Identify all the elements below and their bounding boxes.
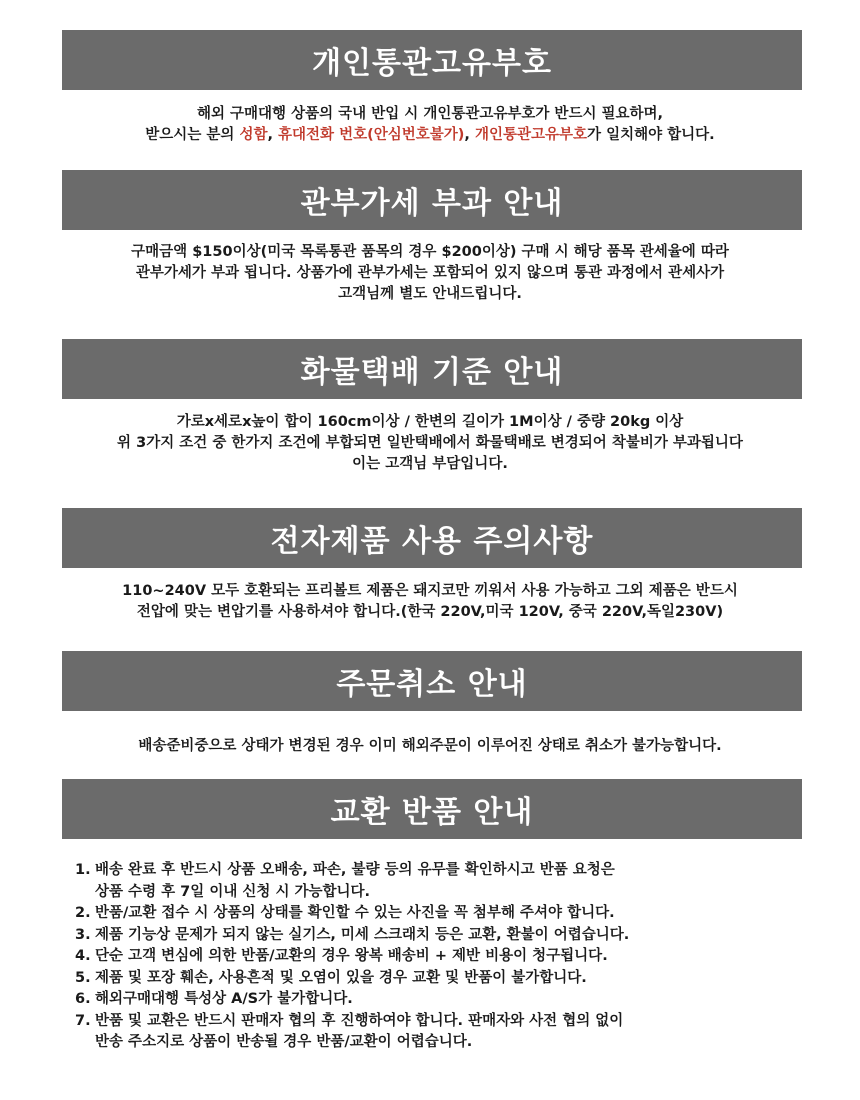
list-line: 반품 및 교환은 반드시 판매자 협의 후 진행하여야 합니다. 판매자와 사전 협의 없이 (95, 1012, 624, 1029)
section-title-exchange-return: 교환 반품 안내 (62, 779, 802, 839)
list-line: 배송 완료 후 반드시 상품 오배송, 파손, 불량 등의 유무를 확인하시고 반품 요청은 (95, 862, 615, 878)
highlight-name: 성함 (239, 127, 268, 143)
list-number: 6. (75, 991, 91, 1007)
highlight-phone: 휴대전화 번호(안심번호불가) (278, 127, 465, 143)
section-title-freight: 화물택배 기준 안내 (62, 339, 802, 399)
list-item (75, 860, 795, 903)
section-body-customs-code (40, 104, 820, 146)
list-number: 4. (75, 948, 91, 964)
list-item (75, 968, 795, 990)
body-line: 전압에 맞는 변압기를 사용하셔야 합니다.(한국 220V,미국 120V, 중국 220V,독일230V) (136, 604, 724, 620)
list-line: 단순 고객 변심에 의한 반품/교환의 경우 왕복 배송비 + 제반 비용이 청구됩니다. (95, 948, 608, 964)
list-number: 5. (75, 969, 91, 986)
section-body-electronics (40, 581, 820, 623)
list-line: 상품 수령 후 7일 이내 신청 시 가능합니다. (95, 883, 371, 900)
list-item (75, 1011, 795, 1054)
list-line: 제품 기능상 문제가 되지 않는 실기스, 미세 스크래치 등은 교환, 환불이 어렵습니다. (95, 926, 630, 943)
section-title-customs-duty: 관부가세 부과 안내 (62, 170, 802, 230)
section-title-electronics: 전자제품 사용 주의사항 (62, 508, 802, 568)
body-line: 가로x세로x높이 합이 160cm이상 / 한변의 길이가 1M이상 / 중량 20kg 이상 (176, 414, 684, 430)
text-fragment: , (267, 127, 279, 143)
text-fragment: 받으시는 분의 (145, 127, 240, 143)
list-item (75, 989, 795, 1011)
body-line: 110~240V 모두 호환되는 프리볼트 제품은 돼지코만 끼워서 사용 가능하고 그외 제품은 반드시 (122, 583, 738, 599)
highlight-customs-code: 개인통관고유부호 (474, 127, 588, 143)
body-line: 구매금액 $150이상(미국 목록통관 품목의 경우 $200이상) 구매 시 해당 품목 관세율에 따라 (131, 244, 729, 260)
list-line: 반품/교환 접수 시 상품의 상태를 확인할 수 있는 사진을 꼭 첨부해 주셔야 합니다. (95, 905, 615, 921)
list-line: 제품 및 포장 훼손, 사용흔적 및 오염이 있을 경우 교환 및 반품이 불가합니다. (95, 969, 587, 986)
text-fragment: 가 일치해야 합니다. (587, 127, 715, 143)
body-line-highlighted (40, 125, 820, 146)
list-item (75, 946, 795, 968)
body-line: 이는 고객님 부담입니다. (352, 456, 508, 472)
list-number: 7. (75, 1012, 91, 1029)
body-line: 배송준비중으로 상태가 변경된 경우 이미 해외주문이 이루어진 상태로 취소가 불가능합니다. (138, 738, 722, 754)
body-line: 해외 구매대행 상품의 국내 반입 시 개인통관고유부호가 반드시 필요하며, (196, 106, 664, 122)
list-number: 2. (75, 905, 91, 921)
section-body-order-cancel (40, 736, 820, 757)
list-item (75, 903, 795, 925)
list-number: 1. (75, 862, 91, 878)
body-line: 관부가세가 부과 됩니다. 상품가에 관부가세는 포함되어 있지 않으며 통관 과정에서 관세사가 (135, 265, 725, 281)
body-line: 위 3가지 조건 중 한가지 조건에 부합되면 일반택배에서 화물택배로 변경되어 착불비가 부과됩니다 (117, 435, 743, 451)
exchange-return-list (75, 860, 795, 1054)
list-line: 반송 주소지로 상품이 반송될 경우 반품/교환이 어렵습니다. (95, 1034, 473, 1050)
list-number: 3. (75, 926, 91, 943)
section-title-customs-code: 개인통관고유부호 (62, 30, 802, 90)
list-line: 해외구매대행 특성상 A/S가 불가합니다. (95, 991, 353, 1007)
text-fragment: , (464, 127, 475, 143)
section-body-customs-duty (40, 242, 820, 305)
list-item (75, 925, 795, 947)
section-title-order-cancel: 주문취소 안내 (62, 651, 802, 711)
body-line: 고객님께 별도 안내드립니다. (338, 286, 522, 302)
section-body-freight (40, 412, 820, 475)
